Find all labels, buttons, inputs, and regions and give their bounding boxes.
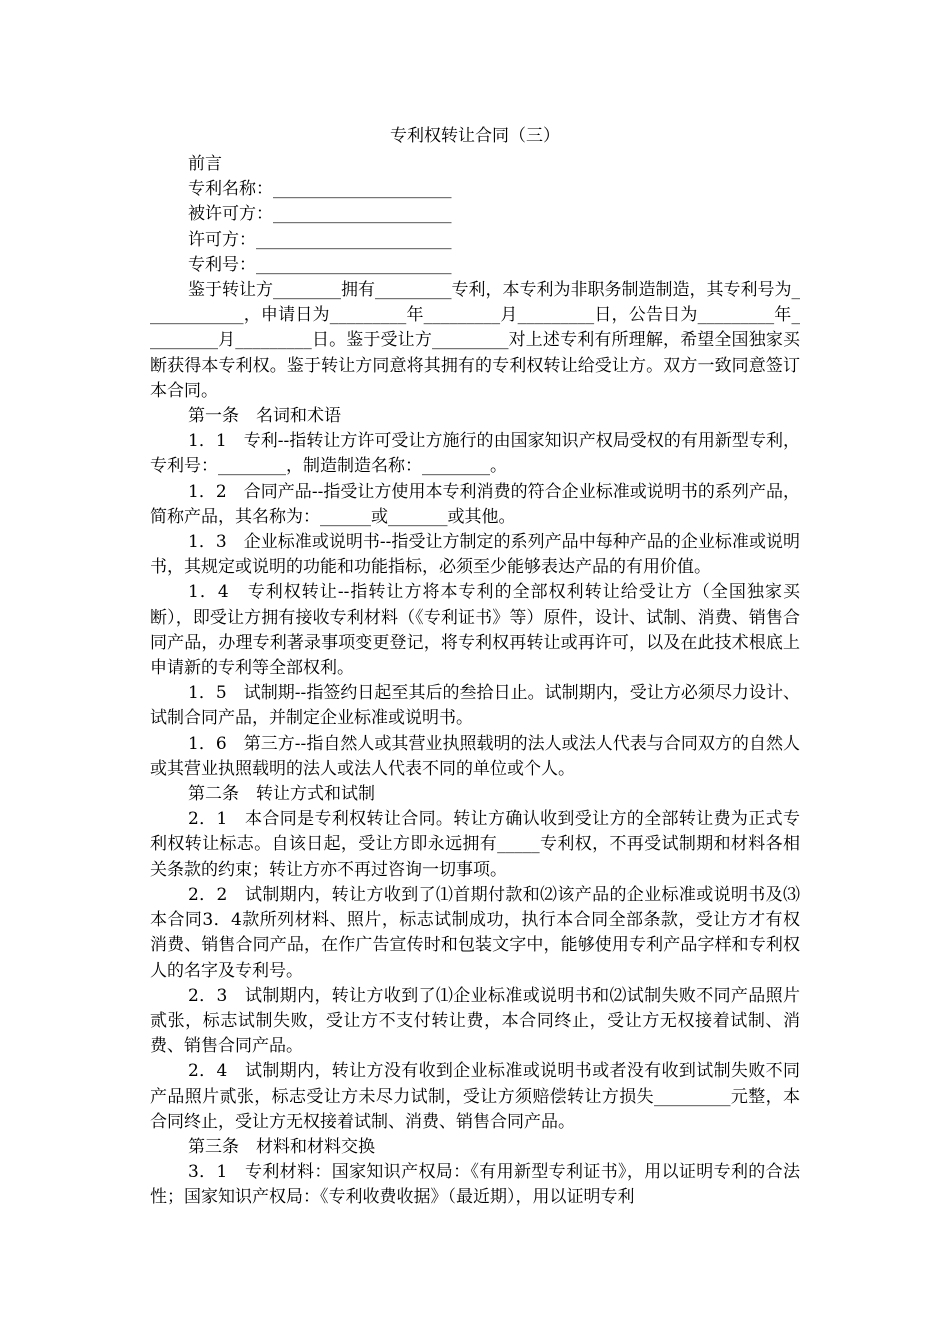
clause-1-6: 1．6 第三方--指自然人或其营业执照载明的法人或法人代表与合同双方的自然人或其营业执照载明的法人或法人代表不同的单位或个人。 xyxy=(150,733,800,779)
clause-3-1: 3．1 专利材料：国家知识产权局：《有用新型专利证书》，用以证明专利的合法性；国家知识产权局：《专利收费收据》（最近期），用以证明专利 xyxy=(150,1162,800,1208)
clause-1-4: 1．4 专利权转让--指转让方将本专利的全部权利转让给受让方（全国独家买断），即受让方拥有接收专利材料（《专利证书》等）原件，设计、试制、消费、销售合同产品，办理专利著录事项变更登记，将专利权再转让或再许可，以及在此技术根底上申请新的专利等全部权利。 xyxy=(150,582,800,679)
recital-paragraph: 鉴于转让方________拥有_________专利，本专利为非职务制造制造，其专利号为____________，申请日为_________年_________月_________日，公告日为_________年_________月_________日。鉴于受让方_________对上述专利有所理解，希望全国独家买断获得本专利权。鉴于转让方同意将其拥有的专利权转让给受让方。双方一致同意签订本合同。 xyxy=(150,280,800,401)
field-patent-name: 专利名称：_____________________ xyxy=(188,179,452,200)
clause-1-1: 1．1 专利--指转让方许可受让方施行的由国家知识产权局受权的有用新型专利，专利号：________，制造制造名称：________。 xyxy=(150,431,800,477)
field-licensee: 被许可方：_____________________ xyxy=(188,204,452,225)
field-licensor: 许可方：_______________________ xyxy=(188,229,452,250)
clause-2-2: 2．2 试制期内，转让方收到了⑴首期付款和⑵该产品的企业标准或说明书及⑶本合同3．4款所列材料、照片，标志试制成功，执行本合同全部条款，受让方才有权消费、销售合同产品，在作广告宣传时和包装文字中，能够使用专利产品字样和专利权人的名字及专利号。 xyxy=(150,884,800,981)
document-title: 专利权转让合同（三） xyxy=(390,126,560,146)
clause-2-1: 2．1 本合同是专利权转让合同。转让方确认收到受让方的全部转让费为正式专利权转让标志。自该日起，受让方即永远拥有_____专利权，不再受试制期和材料各相关条款的约束；转让方亦不再过咨询一切事项。 xyxy=(150,809,800,880)
article-2-heading: 第二条 转让方式和试制 xyxy=(188,784,375,805)
clause-1-5: 1．5 试制期--指签约日起至其后的叁拾日止。试制期内，受让方必须尽力设计、试制合同产品，并制定企业标准或说明书。 xyxy=(150,683,800,729)
preface-label: 前言 xyxy=(188,154,222,174)
clause-2-4: 2．4 试制期内，转让方没有收到企业标准或说明书或者没有收到试制失败不同产品照片贰张，标志受让方未尽力试制，受让方须赔偿转让方损失_________元整，本合同终止，受让方无权接着试制、消费、销售合同产品。 xyxy=(150,1061,800,1132)
clause-2-3: 2．3 试制期内，转让方收到了⑴企业标准或说明书和⑵试制失败不同产品照片贰张，标志试制失败，受让方不支付转让费，本合同终止，受让方无权接着试制、消费、销售合同产品。 xyxy=(150,985,800,1057)
contract-page xyxy=(150,124,800,1211)
clause-1-3: 1．3 企业标准或说明书--指受让方制定的系列产品中每种产品的企业标准或说明书，其规定或说明的功能和功能指标，必须至少能够表达产品的有用价值。 xyxy=(150,532,800,578)
field-patent-number: 专利号：_______________________ xyxy=(188,254,452,275)
article-1-heading: 第一条 名词和术语 xyxy=(188,406,341,427)
article-3-heading: 第三条 材料和材料交换 xyxy=(188,1136,375,1157)
clause-1-2: 1．2 合同产品--指受让方使用本专利消费的符合企业标准或说明书的系列产品，简称产品，其名称为：______或_______或其他。 xyxy=(150,481,800,527)
